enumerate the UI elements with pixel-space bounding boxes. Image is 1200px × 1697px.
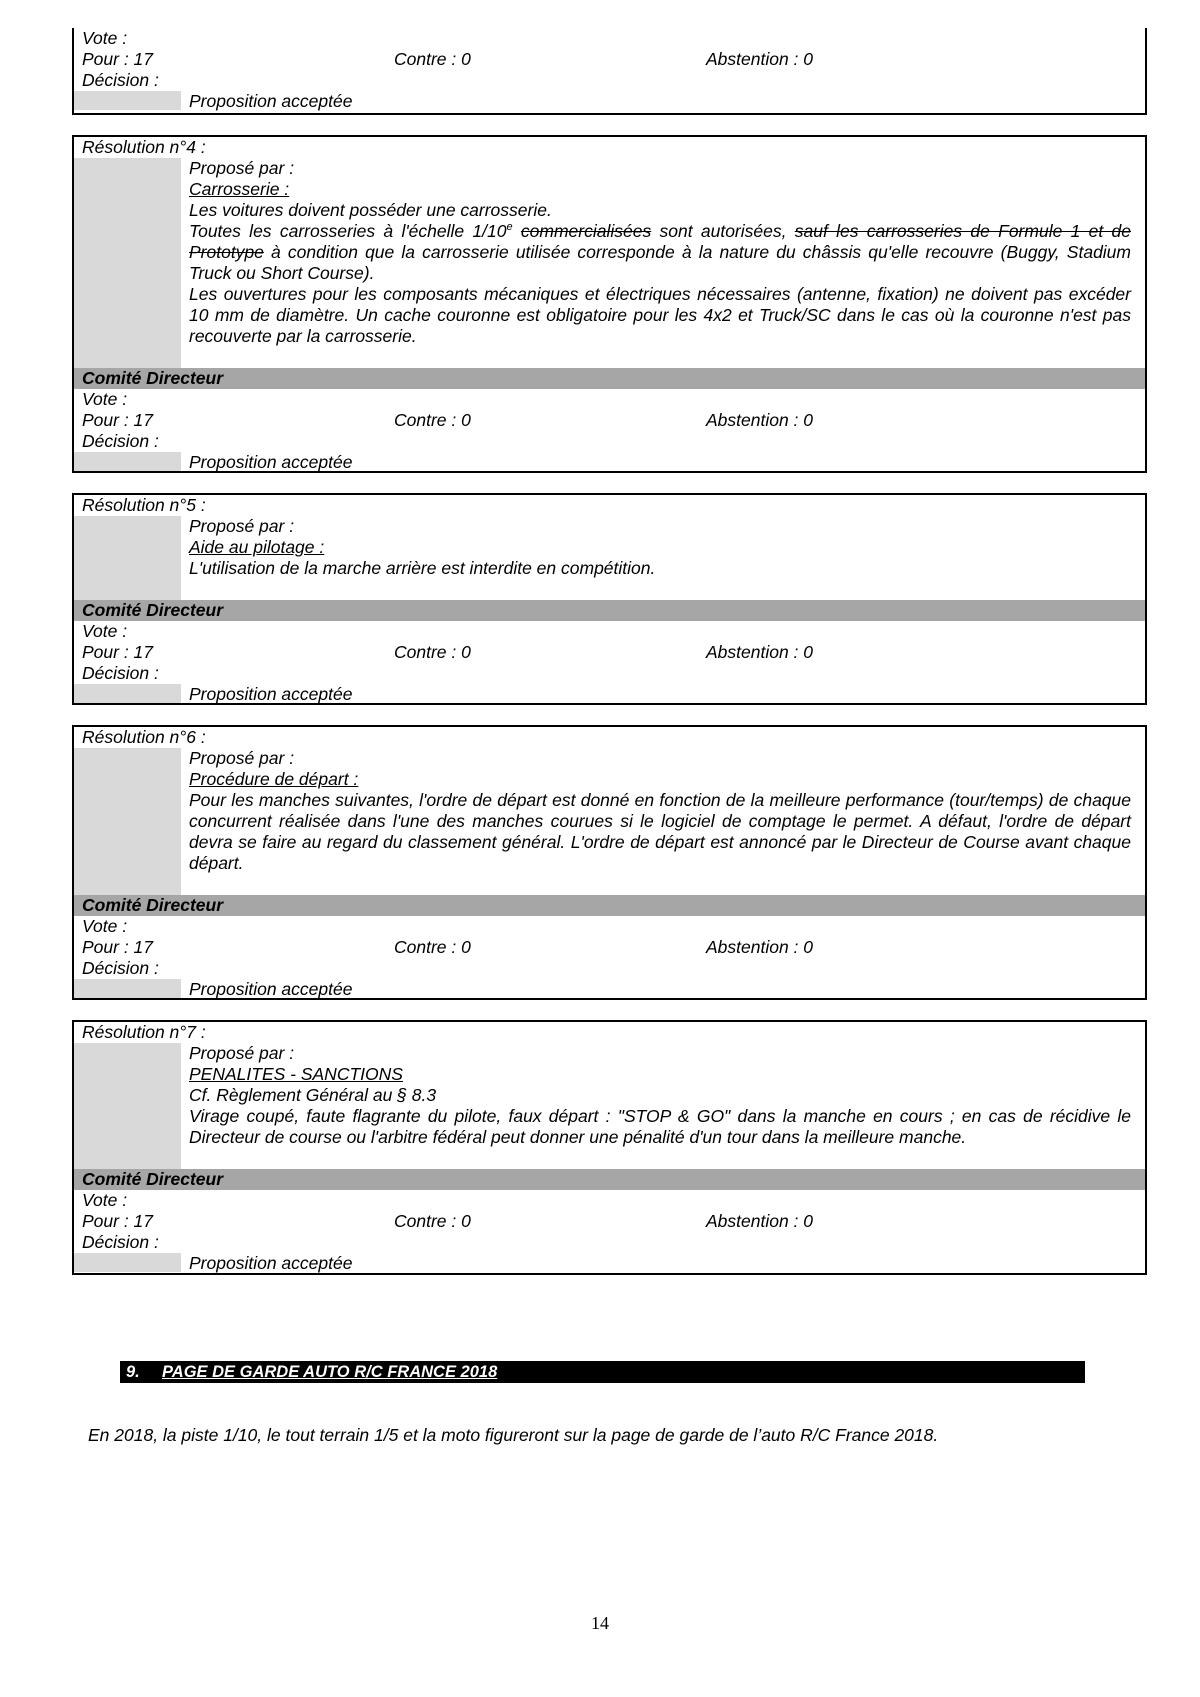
vote-label: Vote : [82, 621, 128, 641]
decision-label: Décision : [82, 70, 159, 90]
vote-pour: Pour : 17 [82, 937, 154, 957]
decision-shade [74, 979, 181, 998]
section-number: 9. [126, 1363, 140, 1381]
resolution-7-box [72, 1020, 1147, 1275]
paragraph: Pour les manches suivantes, l'ordre de départ est donné en fonction de la meilleure performance (tour/temps) de chaque concurrent réalisée dans l'une des manches courues si le logiciel de comptage le permet. A défaut, l'ordre de départ devra se faire au regard du classement général. L'ordre de départ est annoncé par le Directeur de Course avant chaque départ. [189, 790, 1131, 873]
resolution-title: Résolution n°6 : [82, 727, 206, 747]
paragraph: L'utilisation de la marche arrière est interdite en compétition. [189, 558, 656, 578]
resolution-heading: Carrosserie : [189, 179, 290, 199]
resolution-body [189, 200, 1131, 347]
left-shade [74, 1043, 181, 1169]
resolution-5-box [72, 493, 1147, 705]
committee-label: Comité Directeur [82, 1169, 224, 1189]
paragraph: Virage coupé, faute flagrante du pilote, faux départ : "STOP & GO" dans la manche en cours ; en cas de récidive le Directeur de course ou l'arbitre fédéral peut donner une pénalité d'un tour dans la meilleure manche. [189, 1106, 1131, 1147]
vote-contre: Contre : 0 [394, 49, 471, 69]
page-number: 14 [591, 1613, 609, 1633]
committee-label: Comité Directeur [82, 368, 224, 388]
section-heading [120, 1361, 1085, 1383]
section-title: PAGE DE GARDE AUTO R/C FRANCE 2018 [162, 1363, 498, 1381]
vote-pour: Pour : 17 [82, 410, 154, 430]
resolution-title: Résolution n°5 : [82, 495, 206, 515]
section-paragraph: En 2018, la piste 1/10, le tout terrain 1/5 et la moto figureront sur la page de garde de l’auto R/C France 2018. [88, 1425, 939, 1445]
vote-contre: Contre : 0 [394, 410, 471, 430]
proposed-by-label: Proposé par : [189, 158, 295, 178]
left-shade [74, 748, 181, 895]
committee-bar [74, 600, 1145, 621]
proposed-by-label: Proposé par : [189, 1043, 295, 1063]
committee-bar [74, 368, 1145, 389]
vote-label: Vote : [82, 28, 128, 48]
decision-shade [74, 452, 181, 471]
committee-label: Comité Directeur [82, 895, 224, 915]
decision-value: Proposition acceptée [189, 979, 353, 999]
paragraph: Cf. Règlement Général au § 8.3 [189, 1085, 437, 1105]
vote-label: Vote : [82, 1190, 128, 1210]
vote-abstention: Abstention : 0 [706, 410, 814, 430]
paragraph: Les voitures doivent posséder une carrosserie. [189, 200, 552, 220]
resolution-heading: PENALITES - SANCTIONS [189, 1064, 403, 1084]
struck-text: sauf les carrosseries de Formule 1 et de Prototype [189, 221, 1131, 262]
vote-abstention: Abstention : 0 [706, 642, 814, 662]
vote-contre: Contre : 0 [394, 1211, 471, 1231]
left-shade [74, 158, 181, 368]
decision-label: Décision : [82, 958, 159, 978]
decision-label: Décision : [82, 663, 159, 683]
resolution-heading: Aide au pilotage : [189, 537, 325, 557]
vote-label: Vote : [82, 916, 128, 936]
vote-abstention: Abstention : 0 [706, 937, 814, 957]
left-shade [74, 516, 181, 600]
decision-value: Proposition acceptée [189, 452, 353, 472]
committee-label: Comité Directeur [82, 600, 224, 620]
proposed-by-label: Proposé par : [189, 748, 295, 768]
vote-pour: Pour : 17 [82, 642, 154, 662]
committee-bar [74, 1169, 1145, 1190]
decision-label: Décision : [82, 1232, 159, 1252]
decision-shade [74, 684, 181, 703]
decision-value: Proposition acceptée [189, 91, 353, 111]
vote-pour: Pour : 17 [82, 1211, 154, 1231]
struck-text: commercialisées [520, 221, 652, 241]
paragraph: Les ouvertures pour les composants mécaniques et électriques nécessaires (antenne, fixation) ne doivent pas excéder 10 mm de diamètre. Un cache couronne est obligatoire pour les 4x2 et Truck/SC dans le cas où la couronne n'est pas recouverte par la carrosserie. [189, 284, 1131, 346]
resolution-4-box [72, 135, 1147, 473]
resolution-6-box [72, 725, 1147, 1000]
resolution-heading: Procédure de départ : [189, 769, 359, 789]
decision-label: Décision : [82, 431, 159, 451]
decision-shade [74, 1253, 181, 1272]
vote-pour: Pour : 17 [82, 49, 154, 69]
resolution-title: Résolution n°7 : [82, 1022, 206, 1042]
vote-contre: Contre : 0 [394, 937, 471, 957]
committee-bar [74, 895, 1145, 916]
decision-shade [74, 91, 181, 110]
paragraph: Toutes les carrosseries à l'échelle 1/10e commercialisées sont autorisées, sauf les carrosseries de Formule 1 et de Prototype à condition que la carrosserie utilisée corresponde à la nature du châssis qu'elle recouvre (Buggy, Stadium Truck ou Short Course). [189, 221, 1131, 283]
decision-value: Proposition acceptée [189, 684, 353, 704]
proposed-by-label: Proposé par : [189, 516, 295, 536]
vote-abstention: Abstention : 0 [706, 1211, 814, 1231]
decision-value: Proposition acceptée [189, 1253, 353, 1273]
resolution-3-vote-block [72, 28, 1147, 115]
vote-abstention: Abstention : 0 [706, 49, 814, 69]
vote-contre: Contre : 0 [394, 642, 471, 662]
resolution-title: Résolution n°4 : [82, 137, 206, 157]
vote-label: Vote : [82, 389, 128, 409]
